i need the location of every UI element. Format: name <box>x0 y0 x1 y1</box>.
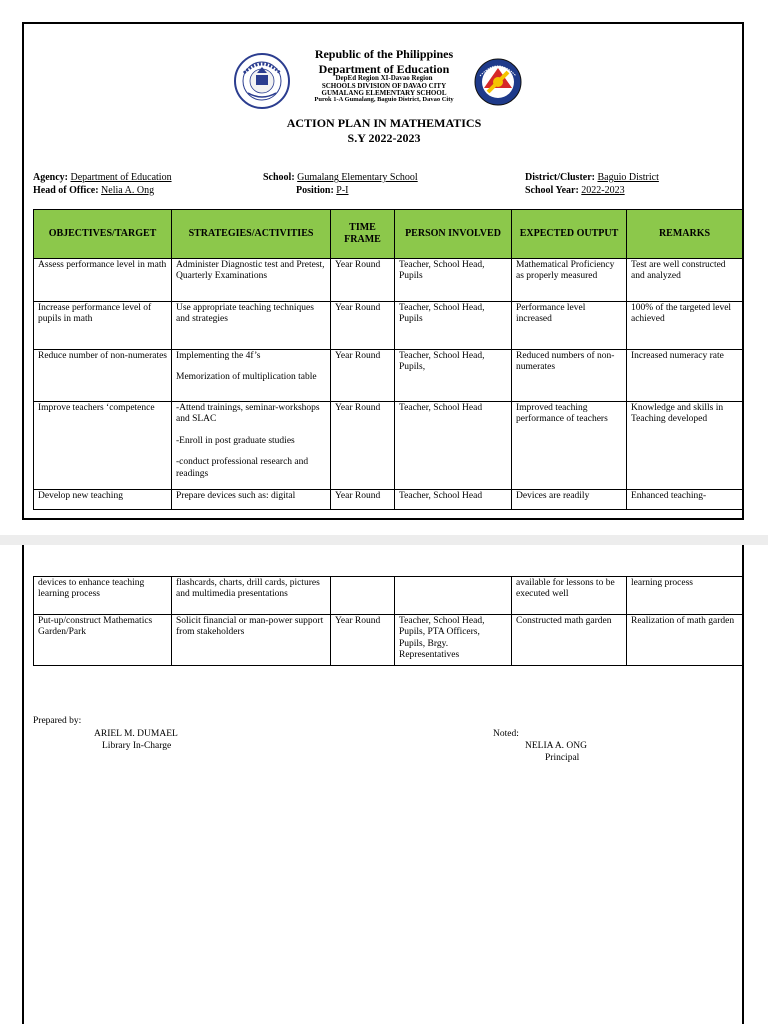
remarks-cell: Test are well constructed and analyzed <box>627 259 743 302</box>
time-frame-cell: Year Round <box>331 490 395 510</box>
position-value: P-I <box>336 185 349 196</box>
strategy-item: flashcards, charts, drill cards, pictures and multimedia presentations <box>176 578 320 600</box>
output-cell: available for lessons to be executed well <box>512 577 627 615</box>
agency-value: Department of Education <box>70 172 172 183</box>
column-header: PERSON INVOLVED <box>395 210 512 259</box>
column-header: STRATEGIES/ACTIVITIES <box>172 210 331 259</box>
objective-cell: Improve teachers ‘competence <box>34 402 172 490</box>
strategy-item: -conduct professional research and readings <box>176 457 309 479</box>
prepared-by-title: Library In-Charge <box>102 741 172 751</box>
strategy-item: Implementing the 4f’s <box>176 351 261 361</box>
action-plan-table <box>33 209 743 510</box>
remarks-cell: 100% of the targeted level achieved <box>627 302 743 350</box>
school-value: Gumalang Elementary School <box>297 172 418 183</box>
strategies-cell <box>172 577 331 615</box>
letterhead <box>0 48 768 144</box>
head-of-office-value: Nelia A. Ong <box>101 185 155 196</box>
strategy-item: Use appropriate teaching techniques and strategies <box>176 303 314 325</box>
strategies-cell <box>172 302 331 350</box>
persons-cell <box>395 577 512 615</box>
output-cell: Devices are readily <box>512 490 627 510</box>
objective-cell: Assess performance level in math <box>34 259 172 302</box>
table-row <box>34 259 743 302</box>
district-field <box>525 172 659 183</box>
output-cell: Performance level increased <box>512 302 627 350</box>
persons-cell: Teacher, School Head <box>395 402 512 490</box>
strategy-item: Administer Diagnostic test and Pretest, Quarterly Examinations <box>176 260 325 282</box>
department-title: Department of Education <box>318 61 450 76</box>
noted-label: Noted: <box>493 729 519 739</box>
column-header: TIME FRAME <box>331 210 395 259</box>
document-title: ACTION PLAN IN MATHEMATICS <box>286 116 482 131</box>
output-cell: Improved teaching performance of teachers <box>512 402 627 490</box>
persons-cell: Teacher, School Head, Pupils <box>395 302 512 350</box>
position-field <box>296 185 349 196</box>
school-line: GUMALANG ELEMENTARY SCHOOL <box>321 88 447 97</box>
prepared-by-name: ARIEL M. DUMAEL <box>94 729 178 739</box>
prepared-by-label: Prepared by: <box>33 716 82 726</box>
persons-cell: Teacher, School Head, Pupils <box>395 259 512 302</box>
region-line: DepEd Region XI-Davao Region <box>335 74 433 83</box>
objective-cell: Increase performance level of pupils in math <box>34 302 172 350</box>
remarks-cell: Realization of math garden <box>627 615 743 666</box>
table-row <box>34 302 743 350</box>
objective-cell: Reduce number of non-numerates <box>34 350 172 402</box>
table-row <box>34 490 743 510</box>
table-row <box>34 615 743 666</box>
address-line: Purok 1-A Gumalang, Baguio District, Davao City <box>314 96 454 104</box>
strategy-item: -Attend trainings, seminar-workshops and SLAC <box>176 403 320 425</box>
strategy-item: Prepare devices such as: digital <box>176 491 296 501</box>
strategies-cell <box>172 350 331 402</box>
time-frame-cell: Year Round <box>331 615 395 666</box>
agency-label: Agency: <box>33 172 68 183</box>
division-line: SCHOOLS DIVISION OF DAVAO CITY <box>321 81 447 90</box>
strategy-item: Memorization of multiplication table <box>176 372 317 383</box>
strategies-cell <box>172 490 331 510</box>
remarks-cell: learning process <box>627 577 743 615</box>
table-row <box>34 577 743 615</box>
table-row <box>34 402 743 490</box>
output-cell: Constructed math garden <box>512 615 627 666</box>
school-year-value: 2022-2023 <box>581 185 625 196</box>
page-2 <box>0 545 768 1024</box>
head-of-office-label: Head of Office: <box>33 185 99 196</box>
agency-field <box>33 172 172 183</box>
action-plan-table-continued <box>33 576 743 666</box>
district-value: Baguio District <box>597 172 659 183</box>
position-label: Position: <box>296 185 334 196</box>
head-of-office-field <box>33 185 154 196</box>
persons-cell: Teacher, School Head <box>395 490 512 510</box>
time-frame-cell: Year Round <box>331 402 395 490</box>
remarks-cell: Increased numeracy rate <box>627 350 743 402</box>
noted-title: Principal <box>545 753 580 763</box>
strategies-cell <box>172 615 331 666</box>
persons-cell: Teacher, School Head, Pupils, <box>395 350 512 402</box>
strategy-item: Solicit financial or man-power support from stakeholders <box>176 616 324 638</box>
remarks-cell: Enhanced teaching- <box>627 490 743 510</box>
school-year-label: School Year: <box>525 185 579 196</box>
table-row <box>34 350 743 402</box>
objective-cell: Develop new teaching <box>34 490 172 510</box>
persons-cell: Teacher, School Head, Pupils, PTA Officers, Pupils, Brgy. Representatives <box>395 615 512 666</box>
republic-title: Republic of the Philippines <box>314 47 454 61</box>
time-frame-cell: Year Round <box>331 259 395 302</box>
objective-cell: devices to enhance teaching learning process <box>34 577 172 615</box>
strategy-item: -Enroll in post graduate studies <box>176 435 295 446</box>
time-frame-cell: Year Round <box>331 302 395 350</box>
strategies-cell <box>172 259 331 302</box>
document-school-year: S.Y 2022-2023 <box>347 130 421 145</box>
strategies-cell <box>172 402 331 490</box>
school-field <box>263 172 418 183</box>
district-label: District/Cluster: <box>525 172 595 183</box>
column-header: REMARKS <box>627 210 743 259</box>
time-frame-cell: Year Round <box>331 350 395 402</box>
remarks-cell: Knowledge and skills in Teaching developed <box>627 402 743 490</box>
column-header: EXPECTED OUTPUT <box>512 210 627 259</box>
output-cell: Reduced numbers of non-numerates <box>512 350 627 402</box>
output-cell: Mathematical Proficiency as properly measured <box>512 259 627 302</box>
time-frame-cell <box>331 577 395 615</box>
school-label: School: <box>263 172 295 183</box>
objective-cell: Put-up/construct Mathematics Garden/Park <box>34 615 172 666</box>
table-header-row <box>34 210 743 259</box>
noted-name: NELIA A. ONG <box>525 741 588 751</box>
school-year-field <box>525 185 625 196</box>
column-header: OBJECTIVES/TARGET <box>34 210 172 259</box>
